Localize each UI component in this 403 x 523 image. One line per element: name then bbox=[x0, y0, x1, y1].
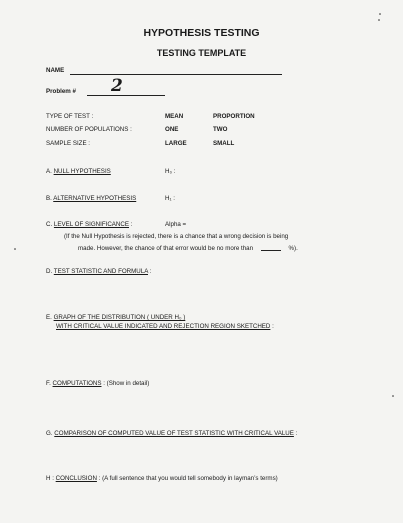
section-e-heading bbox=[46, 314, 185, 321]
section-c-heading bbox=[46, 221, 132, 228]
conclusion-label: CONCLUSION bbox=[55, 475, 97, 482]
option-proportion[interactable]: PROPORTION bbox=[213, 113, 255, 120]
section-b-heading bbox=[46, 195, 136, 202]
scan-speck bbox=[14, 248, 16, 250]
test-statistic-label: TEST STATISTIC AND FORMULA bbox=[53, 268, 148, 275]
significance-note-line1: (If the Null Hypothesis is rejected, there is a chance that a wrong decision is being bbox=[64, 233, 289, 240]
comparison-label: COMPARISON OF COMPUTED VALUE OF TEST STATISTIC WITH CRITICAL VALUE bbox=[54, 430, 294, 437]
option-large[interactable]: LARGE bbox=[165, 140, 187, 147]
number-of-populations-label: NUMBER OF POPULATIONS : bbox=[46, 126, 132, 133]
section-c-colon: : bbox=[130, 221, 133, 228]
critical-value-sketch-label: WITH CRITICAL VALUE INDICATED AND REJECTION REGION SKETCHED bbox=[56, 323, 271, 330]
section-g-suffix: : bbox=[295, 430, 298, 437]
level-of-significance-label: LEVEL OF SIGNIFICANCE bbox=[53, 221, 129, 228]
computations-label: COMPUTATIONS bbox=[52, 380, 102, 387]
section-e-suffix: : bbox=[272, 323, 274, 330]
section-c-prefix: C. bbox=[46, 221, 53, 228]
section-e-prefix: E. bbox=[46, 314, 52, 321]
option-two[interactable]: TWO bbox=[213, 126, 228, 133]
section-g-prefix: G. bbox=[46, 430, 53, 437]
problem-label: Problem # bbox=[46, 88, 76, 95]
h1-symbol: H₁ : bbox=[165, 195, 175, 202]
section-h-heading bbox=[46, 475, 278, 482]
page-title: HYPOTHESIS TESTING bbox=[143, 27, 260, 39]
computations-note: : (Show in detail) bbox=[103, 380, 150, 387]
section-d-heading bbox=[46, 268, 151, 275]
option-one[interactable]: ONE bbox=[165, 126, 179, 133]
section-d-prefix: D. bbox=[46, 268, 53, 275]
section-a-prefix: A. bbox=[46, 168, 52, 175]
section-a-heading bbox=[46, 168, 111, 175]
h0-symbol: H₀ : bbox=[165, 168, 176, 175]
section-h-prefix: H : bbox=[46, 475, 54, 482]
error-percent-blank[interactable] bbox=[261, 250, 281, 251]
significance-note-line2-text: made. However, the chance of that error would be no more than bbox=[78, 245, 254, 252]
section-g-heading bbox=[46, 430, 297, 437]
section-e-line2 bbox=[56, 323, 274, 330]
alternative-hypothesis-label: ALTERNATIVE HYPOTHESIS bbox=[53, 195, 137, 202]
scan-speck bbox=[392, 395, 394, 397]
significance-note-line2-end: %). bbox=[288, 245, 298, 252]
sample-size-label: SAMPLE SIZE : bbox=[46, 140, 91, 147]
problem-number-handwritten: 2 bbox=[111, 76, 123, 96]
section-f-heading bbox=[46, 380, 149, 387]
section-f-prefix: F. bbox=[46, 380, 51, 387]
alpha-label: Alpha = bbox=[165, 221, 187, 228]
problem-line[interactable] bbox=[87, 95, 165, 96]
name-line[interactable] bbox=[70, 74, 282, 75]
option-mean[interactable]: MEAN bbox=[165, 113, 184, 120]
scan-speck bbox=[379, 13, 381, 15]
section-d-suffix: : bbox=[149, 268, 152, 275]
page-subtitle: TESTING TEMPLATE bbox=[156, 48, 247, 58]
scan-speck bbox=[378, 19, 380, 21]
conclusion-note: : (A full sentence that you would tell somebody in layman’s terms) bbox=[98, 475, 278, 482]
type-of-test-label: TYPE OF TEST : bbox=[46, 113, 94, 120]
name-label: NAME bbox=[46, 67, 65, 74]
option-small[interactable]: SMALL bbox=[213, 140, 235, 147]
significance-note-line2 bbox=[78, 245, 298, 252]
graph-distribution-label: GRAPH OF THE DISTRIBUTION ( UNDER H₀ ) bbox=[53, 314, 186, 321]
null-hypothesis-label: NULL HYPOTHESIS bbox=[53, 168, 111, 175]
section-b-prefix: B. bbox=[46, 195, 52, 202]
